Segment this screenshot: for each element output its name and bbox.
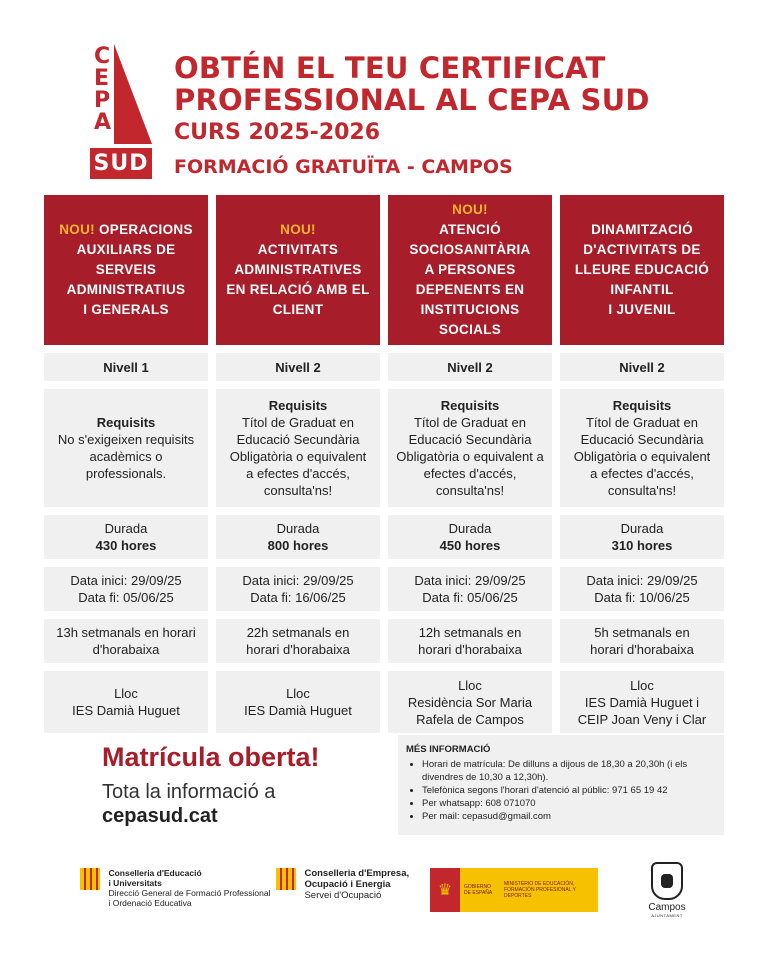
requirements-line: consulta'ns! [607, 483, 677, 498]
org-line: Conselleria d'Empresa, [304, 868, 410, 879]
course-header [388, 195, 552, 345]
course-title-line: AUXILIARS DE [76, 242, 176, 257]
course-title-line: INSTITUCIONS [420, 302, 520, 317]
place-label: Lloc [630, 677, 654, 693]
campos-subtitle: AJUNTAMENT [651, 913, 683, 918]
requirements-title: Requisits [440, 398, 500, 413]
gov-text: GOBIERNO DE ESPAÑA [464, 884, 493, 896]
requirements-line: a efectes d'accés, [246, 466, 350, 481]
all-info-text: Tota la informació a [102, 781, 276, 803]
list-item: • Horari de matrícula: De dilluns a dijous de 18,30 a 20,30h (i els divendres de 10,30 a 12,30h). [422, 758, 716, 784]
course-grid [44, 195, 724, 733]
place-cell [388, 671, 552, 733]
course-title-line: SOCIOSANITÀRIA [409, 242, 531, 257]
requirements-line: Educació Secundària [408, 432, 532, 447]
sail-triangle-icon [106, 44, 152, 144]
logo-sud: SUD [90, 148, 152, 179]
course-title-line: DINAMITZACIÓ [591, 222, 693, 237]
requirements-title: Requisits [612, 398, 672, 413]
course-column [560, 195, 724, 733]
course-title-line: I GENERALS [83, 302, 169, 317]
duration-label: Durada [448, 521, 492, 536]
enrollment-open-headline: Matrícula oberta! [102, 742, 320, 772]
duration-label: Durada [276, 521, 320, 536]
logo-letter: P [94, 88, 111, 113]
hours-line: 12h setmanals en [418, 625, 522, 640]
logo-letters [94, 46, 111, 134]
course-title-line: EN RELACIÓ AMB EL [226, 282, 370, 297]
requirements-line: No s'exigeixen requisits [57, 432, 195, 447]
course-title-line: SOCIALS [438, 322, 502, 337]
dates-cell [388, 567, 552, 611]
course-title-line: A PERSONES [424, 262, 516, 277]
duration-value: 800 hores [267, 538, 329, 553]
start-date: Data inici: 29/09/25 [242, 573, 354, 588]
org-line: Direcció General de Formació Professional [108, 888, 271, 898]
course-header [216, 195, 380, 345]
course-header [44, 195, 208, 345]
requirements-line: Títol de Graduat en [241, 415, 354, 430]
logo-letter: C [94, 44, 111, 69]
gobierno-espana-logo [430, 868, 598, 912]
requirements-cell [216, 389, 380, 507]
more-info-box [398, 735, 724, 835]
course-title-line: LLEURE EDUCACIÓ [574, 262, 710, 277]
new-badge: NOU! [59, 222, 95, 237]
end-date: Data fi: 05/06/25 [78, 590, 174, 605]
requirements-line: consulta'ns! [435, 483, 505, 498]
level-cell: Nivell 1 [44, 353, 208, 381]
requirements-line: Obligatòria o equivalent a [396, 449, 544, 464]
org-line: Ocupació i Energia [304, 879, 391, 890]
place-line: IES Damià Huguet [72, 703, 180, 718]
balearic-flag-icon [80, 868, 100, 890]
place-line: CEIP Joan Veny i Clar [577, 711, 707, 727]
requirements-line: Educació Secundària [236, 432, 360, 447]
requirements-cell [44, 389, 208, 507]
duration-cell [560, 515, 724, 559]
course-title-line: DEPENENTS EN [415, 282, 525, 297]
free-training-subtitle: FORMACIÓ GRATUÏTA - CAMPOS [174, 156, 513, 178]
list-item: • Per mail: cepasud@gmail.com [422, 810, 716, 823]
org-line: i Universitats [108, 878, 162, 888]
requirements-line: consulta'ns! [263, 483, 333, 498]
hours-line: 5h setmanals en [594, 625, 690, 640]
course-column [388, 195, 552, 733]
end-date: Data fi: 05/06/25 [422, 590, 518, 605]
duration-value: 450 hores [439, 538, 501, 553]
weekly-hours-cell [560, 619, 724, 663]
weekly-hours-cell [388, 619, 552, 663]
list-item: • Telefònica segons l'horari d'atenció al públic: 971 65 19 42 [422, 784, 716, 797]
duration-value: 430 hores [95, 538, 157, 553]
org-line: i Ordenació Educativa [108, 898, 192, 908]
more-info-list [406, 758, 716, 823]
course-title-line: OPERACIONS [99, 222, 193, 237]
course-title-line: SERVEIS [95, 262, 157, 277]
campos-logo [640, 862, 694, 918]
course-title-line: INFANTIL [610, 282, 674, 297]
place-line: IES Damià Huguet i [584, 694, 700, 710]
conselleria-empresa-logo [276, 868, 409, 918]
course-title-line: ATENCIÓ [439, 222, 501, 237]
requirements-line: Obligatòria o equivalent [573, 449, 711, 464]
hours-line: d'horabaixa [92, 642, 160, 657]
place-line: Residència Sor Maria [407, 694, 533, 710]
course-title-line: CLIENT [272, 302, 324, 317]
requirements-line: Obligatòria o equivalent [229, 449, 367, 464]
requirements-cell [560, 389, 724, 507]
duration-cell [216, 515, 380, 559]
level-cell: Nivell 2 [388, 353, 552, 381]
requirements-line: efectes d'accés, [423, 466, 517, 481]
place-cell [560, 671, 724, 733]
end-date: Data fi: 16/06/25 [250, 590, 346, 605]
hours-line: 22h setmanals en [246, 625, 350, 640]
org-line: Servei d'Ocupació [304, 890, 382, 901]
place-label: Lloc [286, 686, 310, 701]
dates-cell [560, 567, 724, 611]
course-title-line: ADMINISTRATIVES [234, 262, 362, 277]
place-cell [216, 671, 380, 733]
start-date: Data inici: 29/09/25 [414, 573, 526, 588]
title-line-1: OBTÉN EL TEU CERTIFICAT [174, 51, 606, 85]
ministry-text: MINISTERIO DE EDUCACIÓN, FORMACIÓN PROFESIONAL Y DEPORTES [504, 881, 576, 899]
hours-line: horari d'horabaixa [246, 642, 350, 657]
requirements-cell [388, 389, 552, 507]
list-item: • Per whatsapp: 608 071070 [422, 797, 716, 810]
requirements-line: acadèmics o [89, 449, 163, 464]
requirements-title: Requisits [268, 398, 328, 413]
course-column [44, 195, 208, 733]
level-cell: Nivell 2 [560, 353, 724, 381]
campos-seal-icon [651, 862, 683, 900]
more-info-title: MÉS INFORMACIÓ [406, 744, 491, 755]
place-cell [44, 671, 208, 733]
place-line: IES Damià Huguet [244, 703, 352, 718]
logo-letter: E [94, 66, 110, 91]
dates-cell [44, 567, 208, 611]
place-label: Lloc [458, 677, 482, 693]
dates-cell [216, 567, 380, 611]
new-badge: NOU! [452, 202, 488, 217]
campos-name: Campos [648, 902, 686, 913]
course-year: CURS 2025-2026 [174, 120, 381, 145]
requirements-line: professionals. [85, 466, 167, 481]
place-line: Rafela de Campos [416, 711, 524, 727]
end-date: Data fi: 10/06/25 [594, 590, 690, 605]
start-date: Data inici: 29/09/25 [70, 573, 182, 588]
course-header [560, 195, 724, 345]
org-text [304, 868, 409, 901]
title-line-2: PROFESSIONAL AL CEPA SUD [174, 83, 650, 117]
weekly-hours-cell [44, 619, 208, 663]
org-text [108, 868, 270, 908]
course-title-line: ADMINISTRATIUS [66, 282, 186, 297]
logo-letter: A [94, 110, 112, 135]
duration-value: 310 hores [611, 538, 673, 553]
duration-label: Durada [104, 521, 148, 536]
page-title [174, 52, 734, 116]
balearic-flag-icon [276, 868, 296, 890]
requirements-title: Requisits [96, 415, 156, 430]
website-link[interactable]: cepasud.cat [102, 805, 218, 827]
requirements-line: Títol de Graduat en [413, 415, 526, 430]
course-title-line: I JUVENIL [608, 302, 676, 317]
spain-coat-of-arms-icon: ♛ [430, 868, 460, 912]
requirements-line: a efectes d'accés, [590, 466, 694, 481]
hours-line: 13h setmanals en horari [56, 625, 196, 640]
hours-line: horari d'horabaixa [590, 642, 694, 657]
requirements-line: Títol de Graduat en [585, 415, 698, 430]
course-title-line: D'ACTIVITATS DE [583, 242, 701, 257]
place-label: Lloc [114, 686, 138, 701]
hours-line: horari d'horabaixa [418, 642, 522, 657]
new-badge: NOU! [280, 222, 316, 237]
duration-label: Durada [620, 521, 664, 536]
cepa-sud-logo [90, 44, 152, 179]
org-line: Conselleria d'Educació [108, 868, 202, 878]
level-cell: Nivell 2 [216, 353, 380, 381]
course-column [216, 195, 380, 733]
weekly-hours-cell [216, 619, 380, 663]
duration-cell [44, 515, 208, 559]
conselleria-educacio-logo [80, 868, 271, 918]
requirements-line: Educació Secundària [580, 432, 704, 447]
start-date: Data inici: 29/09/25 [586, 573, 698, 588]
course-title-line: ACTIVITATS [257, 242, 339, 257]
duration-cell [388, 515, 552, 559]
